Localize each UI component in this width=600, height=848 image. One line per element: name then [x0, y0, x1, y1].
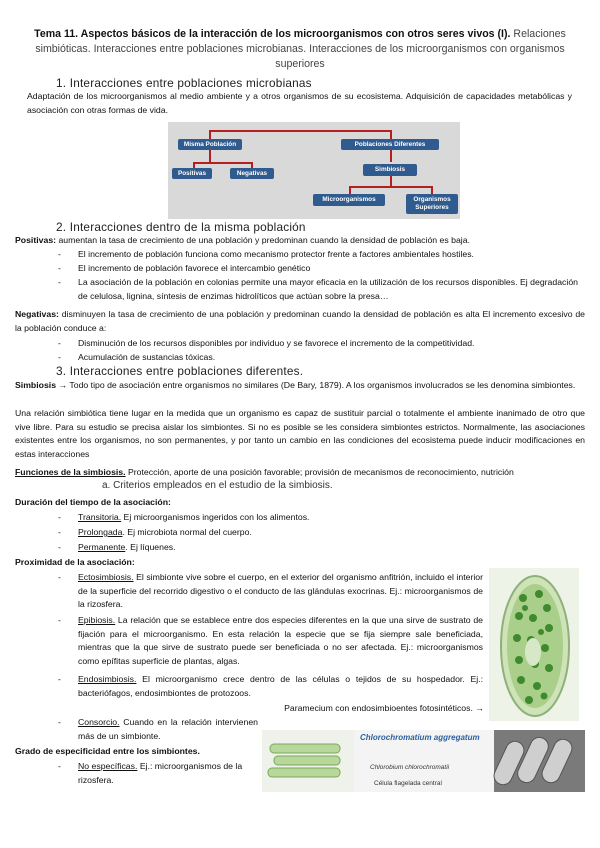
box-organismos-superiores: Organismos Superiores: [406, 194, 458, 214]
section-1-text: Adaptación de los microorganismos al medio ambiente y a otros organismos de su ecosistema. Adquisición de capacidades metabólicas y asociación con otras formas de vida.: [27, 91, 572, 115]
term-text: El microorganismo crece dentro de las células o tejidos de su hospedador. Ej.: bacteriófagos, endosimbiontes de protozoos.: [78, 674, 483, 698]
list-item: [58, 262, 578, 276]
list-item: [58, 526, 252, 540]
list-item-text: Disminución de los recursos disponibles por individuo y se favorece el incremento de la competitividad.: [78, 338, 475, 348]
proximidad-label-text: Proximidad de la asociación:: [15, 557, 135, 567]
bullet-dash: -: [58, 717, 61, 727]
box-microorganismos: Microorganismos: [313, 194, 385, 206]
connector-line: [390, 150, 392, 162]
term-text: . Ej líquenes.: [125, 542, 176, 552]
funciones-label: Funciones de la simbiosis.: [15, 467, 126, 477]
term-text: Cuando en la relación intervienen más de un simbionte.: [78, 717, 258, 741]
connector-line: [209, 150, 211, 162]
bullet-dash: -: [58, 674, 61, 684]
term: No específicas.: [78, 761, 138, 771]
bullet-dash: -: [58, 249, 61, 259]
funciones-text: Protección, aporte de una posición favorable; provisión de mecanismos de reconocimiento, nutrición: [125, 467, 514, 477]
bullet-dash: -: [58, 542, 61, 552]
paramecium-caption: Paramecium con endosimbioentes fotosintéticos. →: [284, 703, 484, 713]
bullet-dash: -: [58, 263, 61, 273]
connector-line: [349, 186, 431, 188]
chlorochromatium-image: [262, 730, 585, 792]
box-poblaciones-diferentes: Poblaciones Diferentes: [341, 139, 439, 150]
term: Consorcio.: [78, 717, 120, 727]
connector-line: [390, 176, 392, 186]
funciones-paragraph: [15, 466, 595, 480]
list-item: [58, 337, 578, 351]
term: Transitoria.: [78, 512, 122, 522]
term: Prolongada: [78, 527, 123, 537]
list-item: [58, 673, 483, 700]
positivas-label: Positivas:: [15, 235, 57, 245]
term: Endosimbiosis.: [78, 674, 137, 684]
term-text: El simbionte vive sobre el cuerpo, en el exterior del organismo anfitrión, incluido el interior de la superficie del recorrido digestivo o el conducto de las glándulas exocrinas. Ej.: microorganismos de la rizosfera.: [78, 572, 483, 610]
list-item: [58, 351, 578, 365]
title-bold: Tema 11. Aspectos básicos de la interacción de los microorganismos con otros seres vivos (I).: [34, 28, 511, 40]
bullet-dash: -: [58, 277, 61, 287]
celula-label: Célula flagelada central: [374, 780, 442, 787]
positivas-text: aumentan la tasa de crecimiento de una población y predominan cuando la densidad de población es baja.: [56, 235, 470, 245]
connector-line: [209, 130, 390, 132]
bullet-dash: -: [58, 527, 61, 537]
paramecium-image: [489, 568, 579, 721]
list-item-text: Acumulación de sustancias tóxicas.: [78, 352, 216, 362]
title-rest: Relaciones simbióticas. Interacciones entre poblaciones microbianas. Interacciones de los microorganismos con organismos superiores: [35, 28, 566, 70]
term-text: Ej.: microorganismos de la rizosfera.: [78, 761, 243, 785]
grado-label-text: Grado de especificidad entre los simbiontes.: [15, 746, 200, 756]
simbiosis-text: → Todo tipo de asociación entre organismos no similares (De Bary, 1879). A los organismos involucrados se les denomina simbiontes.: [56, 380, 576, 390]
negativas-paragraph: [15, 308, 585, 335]
proximidad-label: [15, 556, 135, 570]
list-item-text: El incremento de población favorece el intercambio genético: [78, 263, 311, 273]
box-simbiosis: Simbiosis: [363, 164, 417, 176]
duracion-label: [15, 496, 171, 510]
bullet-dash: -: [58, 761, 61, 771]
bullet-dash: -: [58, 512, 61, 522]
simbiosis-label: Simbiosis: [15, 380, 57, 390]
section-2-heading: 2. Interacciones dentro de la misma población: [56, 220, 306, 234]
term-text: . Ej microbiota normal del cuerpo.: [122, 527, 252, 537]
list-item: [58, 541, 176, 555]
term: Permanente: [78, 542, 126, 552]
box-negativas: Negativas: [230, 168, 274, 179]
box-positivas: Positivas: [172, 168, 212, 179]
positivas-paragraph: [15, 234, 585, 248]
bullet-dash: -: [58, 615, 61, 625]
paramecium-illustration: [489, 568, 579, 721]
term: Ectosimbiosis.: [78, 572, 134, 582]
list-item-text: El incremento de población funciona como mecanismo protector frente a factores ambientales hostiles.: [78, 249, 474, 259]
relacion-paragraph: Una relación simbiótica tiene lugar en la medida que un organismo es capaz de sustituir parcial o totalmente el ambiente inanimado de otro que vive libre. Para su estudio se precisa aislar los simbiontes. Si no es posible se les considera simbiontes estrictos. Normalmente, las asociaciones existentes entre los organismos, no son permanentes, y por tanto un cambio en las condiciones del ecosistema puede inducir modificaciones en estas interacciones: [15, 408, 585, 459]
term-text: Ej microorganismos ingeridos con los alimentos.: [121, 512, 310, 522]
duracion-label-text: Duración del tiempo de la asociación:: [15, 497, 171, 507]
term: Epibiosis.: [78, 615, 116, 625]
section-1-heading: 1. Interacciones entre poblaciones microbianas: [56, 76, 312, 90]
box-misma-poblacion: Misma Población: [178, 139, 242, 150]
negativas-label: Negativas:: [15, 309, 59, 319]
list-item: [58, 511, 310, 525]
list-item-text: La asociación de la población en colonias permite una mayor eficacia en la utilización de los recursos disponibles. Ej degradación de celulosa, lignina, síntesis de enzimas hidrolíticos que actúan sobre la presa…: [78, 277, 578, 301]
bullet-dash: -: [58, 352, 61, 362]
criterios-heading: a. Criterios empleados en el estudio de la simbiosis.: [102, 480, 333, 491]
list-item: [58, 571, 483, 612]
list-item: [58, 760, 258, 787]
bullet-dash: -: [58, 338, 61, 348]
connector-line: [431, 186, 433, 194]
connector-line: [349, 186, 351, 194]
list-item: [58, 614, 483, 668]
connector-line: [193, 162, 251, 164]
list-item: [58, 716, 258, 743]
list-item: [58, 276, 578, 303]
grado-label: [15, 745, 200, 759]
bullet-dash: -: [58, 572, 61, 582]
chloro-subtitle: Chlorobium chlorochromatii: [370, 764, 450, 771]
page-title: [30, 27, 570, 72]
interactions-diagram: [168, 122, 460, 219]
list-item: [58, 248, 578, 262]
term-text: La relación que se establece entre dos especies diferentes en la que una sirve de sustrato de fijación para el microorganismo. En esta relación la especie que se fija siempre sale beneficiada, mientras que la que sirve de sustrato puede ser beneficiada o no ser afectada. Ej.: microorganismos como epífitas superficie de plantas, algas.: [78, 615, 483, 666]
chloro-title: Chlorochromatium aggregatum: [360, 733, 480, 742]
section-3-heading: 3. Interacciones entre poblaciones diferentes.: [56, 364, 304, 378]
negativas-text: disminuyen la tasa de crecimiento de una población y predominan cuando la densidad de población es alta El incremento excesivo de la población conduce a:: [15, 309, 585, 333]
simbiosis-paragraph: [15, 379, 585, 393]
